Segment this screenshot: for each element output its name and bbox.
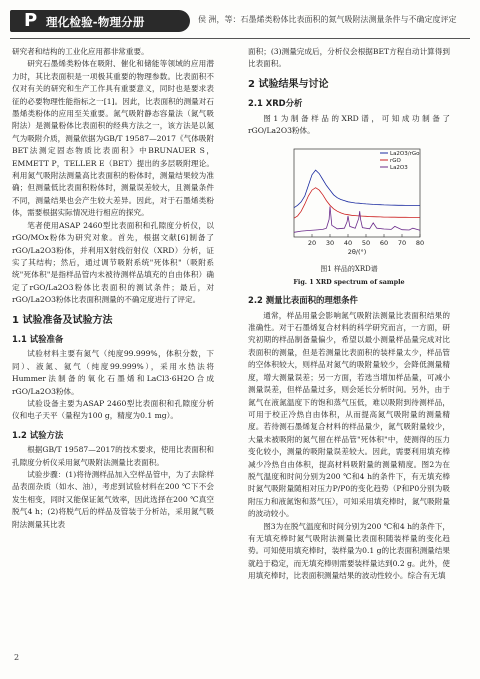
page-header — [0, 0, 480, 44]
x-tick-label: 70 — [397, 239, 407, 248]
paragraph: 图1为制备样品的XRD谱，可知成功制备了rGO/La2O3粉体。 — [248, 113, 450, 136]
x-tick-label: 40 — [343, 239, 353, 248]
xrd-chart — [248, 141, 450, 261]
paragraph: 笔者使用ASAP 2460型比表面积和孔隙度分析仪，以rGO/MOx粉体为研究对象。首先，根据文献[6]制备了rGO/La2O3粉体，并利用X射线衍射仪（XRD）分析，证实了其结构；然后，通过调节吸附系统"死体积"（吸附系统"死体积"是指样品管内未被待测样品填充的自由体积）确定了rGO/La2O3粉体比表面积的测试条件；最后，对rGO/La2O3粉体比表面积测量的不确定度进行了评定。 — [12, 220, 214, 305]
page-number: 2 — [14, 653, 20, 662]
paragraph: 研究者和结构的工业化应用都非常重要。 — [12, 47, 149, 56]
legend-label: rGO — [390, 158, 401, 165]
paragraph: 通常，样品用量会影响氮气吸附法测量比表面积结果的准确性。对于石墨烯复合材料的科学研究而言，一方面，研究初期的样品制备量偏少，希望以最小测量样品量完成对比表面积的测量，但是若测量比表面积的装样量太少，样品管的空体积较大，则样品对氮气的吸附量较少，会降低测量精度，增大测量误差；另一方面，若选当增加样品量，可减小测量误差，但样品量过多，则会延长分析时间。另外，由于氮气在液氮温度下的饱和蒸气压低，难以吸附到待测样品，可用于校正冷热自由体积，从而提高氮气吸附量的测量精度。若待测石墨烯复合材料的样品量少，氮气吸附量较少，大量未被吸附的氮气留在样品管"死体积"中，使测得的压力变化较小，测量的吸附量误差较大。因此，需要利用填充棒减少冷热自由体积，提高材料吸附量的测量精度。图2为在脱气温度和时间分别为200 ℃和4 h的条件下，有无填充棒时氮气吸附量随相对压力P/P0的变化趋势（P和P0分别为吸附压力和液氮饱和蒸气压），可知采用填充棒时，氮气吸附量的波动较小。 — [248, 310, 450, 519]
subsection-heading: 2.1 XRD分析 — [248, 98, 303, 109]
x-axis-label: 2θ/(°) — [347, 248, 367, 257]
journal-name: 理化检验-物理分册 — [46, 15, 145, 29]
journal-brand — [10, 10, 190, 32]
figure-caption-english: Fig. 1 XRD spectrum of sample — [293, 277, 405, 286]
paragraph: 研究石墨烯类粉体在吸附、催化和储能等领域的应用潜力时，其比表面积是一项极其重要的物理参数。比表面积不仅对有关的研究和生产工作具有重要意义，同时也是要求表征的必要物理性能指标之一[1]。因此，比表面积的测量对石墨烯类粉体的应用至关重要。氮气吸附静态容量法（氮气吸附法）是测量粉体比表面积的经典方法之一，该方法是以氮气为吸附介质，测量依据为GB/T 19587—2017《气体吸附BET法测定固态物质比表面积》中BRUNAUER S，EMMETT P，TELLER E（BET）提出的多层吸附理论。利用氮气吸附法测量高比表面积的粉体时，测量结果较为准确；但测量低比表面积粉体时，测量误差较大，且测量条件不同，测量结果也会产生较大差异。因此，对于石墨烯类粉体，需要根据实际情况进行相应的探究。 — [12, 59, 214, 218]
paragraph: 试验设备主要为ASAP 2460型比表面积和孔隙度分析仪和电子天平（量程为100 g，精度为0.1 mg）。 — [12, 398, 214, 421]
subsection-heading: 2.2 测量比表面积的理想条件 — [248, 295, 358, 306]
paragraph: 图3为在脱气温度和时间分别为200 ℃和4 h的条件下，有无填充棒时氮气吸附法测量比表面积随装样量的变化趋势。可知使用填充棒时，装样量为0.1 g的比表面积测量结果就趋于稳定，而无填充棒则需要装样量达到0.2 g。此外，使用填充棒时，比表面积测量结果的波动性较小。综合有无填 — [248, 521, 450, 581]
paragraph: 试验材料主要有氮气（纯度99.999%，体积分数，下同）、液氮、氦气（纯度99.999%），采用水热法将Hummer法制备的氧化石墨烯和LaCl3·6H2O合成rGO/La2O3粉体。 — [12, 349, 214, 396]
legend-label: La2O3 — [390, 165, 408, 172]
running-title: 侯 洲，等：石墨烯类粉体比表面积的氮气吸附法测量条件与不确定度评定 — [198, 15, 457, 24]
legend-label: La2O3/rGo — [390, 151, 420, 158]
x-tick-label: 80 — [415, 239, 425, 248]
subsection-heading: 1.2 试验方法 — [12, 429, 64, 440]
xrd-figure — [248, 141, 450, 261]
x-tick-label: 30 — [325, 239, 335, 248]
journal-logo: P — [24, 10, 38, 31]
x-tick-label: 50 — [361, 239, 371, 248]
paragraph: 面积；(3)测量完成后，分析仪会根据BET方程自动计算得到比表面积。 — [248, 47, 450, 69]
header-divider — [10, 38, 470, 39]
section-heading: 1 试验准备及试验方法 — [12, 314, 113, 326]
series-line — [294, 171, 420, 209]
paragraph: 根据GB/T 19587—2017的技术要求，使用比表面积和孔隙度分析仪采用氮气吸附法测量比表面积。 — [12, 445, 214, 467]
section-heading: 2 试验结果与讨论 — [248, 78, 329, 90]
subsection-heading: 1.1 试验准备 — [12, 333, 64, 344]
series-line — [294, 207, 420, 233]
figure-caption: 图1 样品的XRD谱 — [320, 265, 378, 274]
x-tick-label: 60 — [379, 239, 389, 248]
x-tick-label: 20 — [307, 239, 317, 248]
right-column — [248, 46, 450, 583]
paragraph: 试验步骤：(1)将待测样品加入空样品管中，为了去除样品表面杂质（如水、油），考虑到试验材料在200 ℃下不会发生相变，同时又能保证氮气效率，因此选择在200 ℃真空脱气4 h；(2)将脱气后的样品及管装于分析站，采用氮气吸附法测量其比表 — [12, 470, 214, 529]
left-column — [12, 46, 214, 531]
